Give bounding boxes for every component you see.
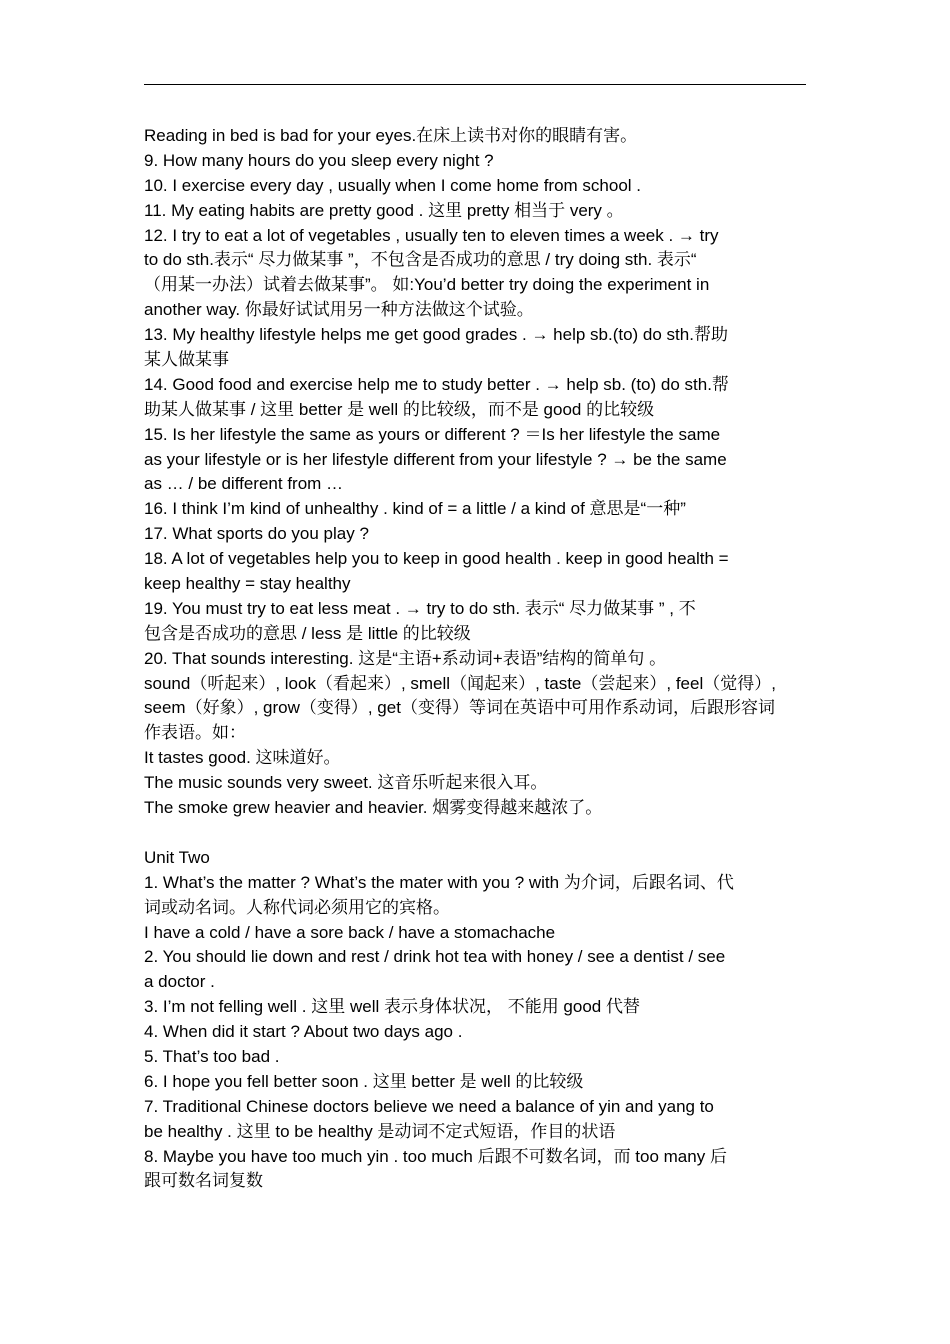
text-line: Reading in bed is bad for your eyes.在床上读书对你的眼睛有害。 bbox=[144, 126, 638, 145]
text-line: 12. I try to eat a lot of vegetables , usually ten to eleven times a week . → try bbox=[144, 225, 719, 245]
text-line: 15. Is her lifestyle the same as yours or different ? ＝Is her lifestyle the same bbox=[144, 424, 721, 444]
text-line: 6. I hope you fell better soon . 这里 better 是 well 的比较级 bbox=[144, 1071, 584, 1091]
document-body bbox=[144, 124, 812, 1194]
text-line: 16. I think I’m kind of unhealthy . kind of = a little / a kind of 意思是“一种” bbox=[144, 499, 686, 519]
text-line: another way. 你最好试试用另一种方法做这个试验。 bbox=[144, 300, 534, 320]
text-line: 跟可数名词复数 bbox=[144, 1171, 263, 1191]
text-line: 某人做某事 bbox=[144, 350, 229, 370]
text-line: The smoke grew heavier and heavier. 烟雾变得越来越浓了。 bbox=[144, 798, 603, 818]
text-line: 作表语。如： bbox=[144, 723, 246, 743]
text-line: I have a cold / have a sore back / have a stomachache bbox=[144, 922, 556, 942]
text-line: 8. Maybe you have too much yin . too much 后跟不可数名词，而 too many 后 bbox=[144, 1146, 727, 1166]
text-line: 18. A lot of vegetables help you to keep in good health . keep in good health = bbox=[144, 549, 729, 569]
text-line: 2. You should lie down and rest / drink hot tea with honey / see a dentist / see bbox=[144, 947, 726, 967]
text-line: 9. How many hours do you sleep every night ? bbox=[144, 150, 494, 170]
text-line: 词或动名词。人称代词必须用它的宾格。 bbox=[144, 897, 450, 917]
text-line: 5. That’s too bad . bbox=[144, 1046, 280, 1066]
text-line: 13. My healthy lifestyle helps me get good grades . → help sb.(to) do sth.帮助 bbox=[144, 325, 728, 345]
text-line: （用某一办法）试着去做某事”。 如:You’d better try doing the experiment in bbox=[144, 275, 710, 295]
text-line: 4. When did it start ? About two days ago . bbox=[144, 1022, 463, 1042]
text-line: to do sth.表示“ 尽力做某事 ”，不包含是否成功的意思 / try doing sth. 表示“ bbox=[144, 250, 697, 270]
text-line: 3. I’m not felling well . 这里 well 表示身体状况， 不能用 good 代替 bbox=[144, 997, 640, 1017]
text-line: seem（好象）, grow（变得）, get（变得）等词在英语中可用作系动词，后跟形容词 bbox=[144, 698, 775, 718]
text-line: as your lifestyle or is her lifestyle different from your lifestyle ? → be the same bbox=[144, 449, 727, 469]
text-line: The music sounds very sweet. 这音乐听起来很入耳。 bbox=[144, 773, 548, 793]
text-line: 包含是否成功的意思 / less 是 little 的比较级 bbox=[144, 623, 471, 643]
text-line: a doctor . bbox=[144, 972, 215, 992]
text-line: 7. Traditional Chinese doctors believe we need a balance of yin and yang to bbox=[144, 1096, 714, 1116]
text-line: 1. What’s the matter ? What’s the mater with you ? with 为介词，后跟名词、代 bbox=[144, 872, 734, 892]
text-line: 10. I exercise every day , usually when I come home from school . bbox=[144, 175, 642, 195]
text-line: 20. That sounds interesting. 这是“主语+系动词+表语”结构的简单句 。 bbox=[144, 648, 667, 668]
blank-line bbox=[144, 821, 812, 846]
text-line: 17. What sports do you play ? bbox=[144, 524, 369, 544]
text-line: Unit Two bbox=[144, 847, 210, 867]
text-line: sound（听起来）, look（看起来）, smell（闻起来）, taste（尝起来）, feel（觉得）, bbox=[144, 673, 776, 693]
text-line: as … / be different from … bbox=[144, 474, 344, 494]
text-line: 19. You must try to eat less meat . → try to do sth. 表示“ 尽力做某事 ” , 不 bbox=[144, 598, 696, 618]
text-line: 14. Good food and exercise help me to study better . → help sb. (to) do sth.帮 bbox=[144, 374, 729, 394]
text-line: be healthy . 这里 to be healthy 是动词不定式短语，作目的状语 bbox=[144, 1121, 616, 1141]
text-line: 助某人做某事 / 这里 better 是 well 的比较级，而不是 good 的比较级 bbox=[144, 399, 655, 419]
text-line: It tastes good. 这味道好。 bbox=[144, 748, 341, 768]
text-line: keep healthy = stay healthy bbox=[144, 574, 351, 594]
header-rule bbox=[144, 84, 806, 85]
text-line: 11. My eating habits are pretty good . 这里 pretty 相当于 very 。 bbox=[144, 200, 624, 220]
